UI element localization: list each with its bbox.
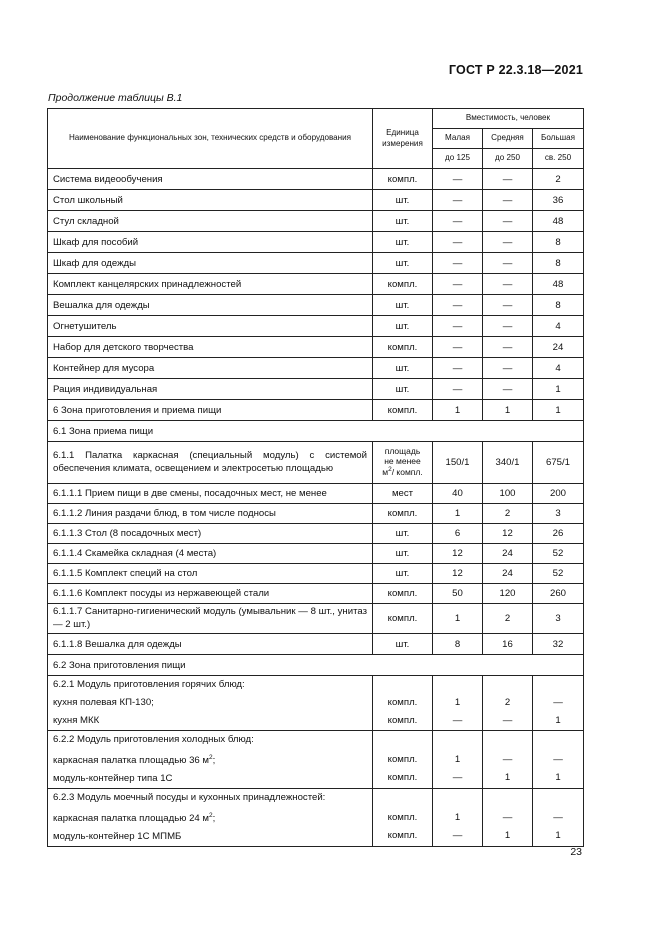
row-small: 50 bbox=[433, 584, 483, 604]
table-row bbox=[48, 232, 584, 253]
row-small: 1 bbox=[433, 504, 483, 524]
header-small: Малая bbox=[433, 129, 483, 149]
row-small: — bbox=[433, 232, 483, 253]
row-large: 48 bbox=[533, 211, 584, 232]
row-unit: шт. bbox=[373, 190, 433, 211]
header-medium-range: до 250 bbox=[483, 149, 533, 169]
row-large: 3 bbox=[533, 604, 584, 634]
row-large: 26 bbox=[533, 524, 584, 544]
row-small: 1 bbox=[433, 400, 483, 421]
zone-heading-row bbox=[48, 421, 584, 442]
row-small: — bbox=[433, 337, 483, 358]
table-row bbox=[48, 484, 584, 504]
row-name: 6.1.1.5 Комплект специй на стол bbox=[48, 564, 373, 584]
cold-module-row bbox=[48, 731, 584, 789]
hot-module-units: компл. компл. bbox=[373, 676, 433, 731]
row-medium: — bbox=[483, 211, 533, 232]
row-small: 40 bbox=[433, 484, 483, 504]
row-name: Набор для детского творчества bbox=[48, 337, 373, 358]
row-small: 12 bbox=[433, 564, 483, 584]
table-row bbox=[48, 584, 584, 604]
row-unit: шт. bbox=[373, 564, 433, 584]
row-small: 6 bbox=[433, 524, 483, 544]
row-medium: — bbox=[483, 358, 533, 379]
table-row bbox=[48, 337, 584, 358]
row-small: 8 bbox=[433, 634, 483, 655]
wash-module-small: 1 — bbox=[433, 789, 483, 847]
row-large: 24 bbox=[533, 337, 584, 358]
row-medium: — bbox=[483, 337, 533, 358]
row-medium: — bbox=[483, 379, 533, 400]
row-small: — bbox=[433, 316, 483, 337]
table-row bbox=[48, 379, 584, 400]
row-small: — bbox=[433, 274, 483, 295]
table-row bbox=[48, 169, 584, 190]
table-row bbox=[48, 504, 584, 524]
cold-module-units: компл. компл. bbox=[373, 731, 433, 789]
row-unit: мест bbox=[373, 484, 433, 504]
wash-module-medium: — 1 bbox=[483, 789, 533, 847]
row-unit: компл. bbox=[373, 604, 433, 634]
table-row bbox=[48, 358, 584, 379]
row-unit: компл. bbox=[373, 504, 433, 524]
header-unit: Единица измерения bbox=[373, 109, 433, 169]
row-unit: шт. bbox=[373, 316, 433, 337]
table-row bbox=[48, 316, 584, 337]
row-large: 200 bbox=[533, 484, 584, 504]
table-row bbox=[48, 295, 584, 316]
row-small: 12 bbox=[433, 544, 483, 564]
header-large-range: св. 250 bbox=[533, 149, 584, 169]
table-row bbox=[48, 564, 584, 584]
wash-module-names: 6.2.3 Модуль моечный посуды и кухонных принадлежностей: каркасная палатка площадью 24 $м^2$; модуль-контейнер 1С МПМБ bbox=[48, 789, 373, 847]
zone-row bbox=[48, 400, 584, 421]
row-name: 6.1.1.1 Прием пищи в две смены, посадочных мест, не менее bbox=[48, 484, 373, 504]
row-name: Рация индивидуальная bbox=[48, 379, 373, 400]
row-unit: компл. bbox=[373, 274, 433, 295]
row-unit: компл. bbox=[373, 337, 433, 358]
row-name: 6.1.1.6 Комплект посуды из нержавеющей стали bbox=[48, 584, 373, 604]
row-small: — bbox=[433, 295, 483, 316]
tent-row bbox=[48, 442, 584, 484]
header-large: Большая bbox=[533, 129, 584, 149]
row-small: 1 bbox=[433, 604, 483, 634]
row-medium: — bbox=[483, 253, 533, 274]
cold-module-names: 6.2.2 Модуль приготовления холодных блюд: каркасная палатка площадью 36 $м^2$; модуль-контейнер типа 1С bbox=[48, 731, 373, 789]
wash-module-units: компл. компл. bbox=[373, 789, 433, 847]
row-name: 6.1.1.8 Вешалка для одежды bbox=[48, 634, 373, 655]
row-large: 4 bbox=[533, 316, 584, 337]
row-name: Система видеообучения bbox=[48, 169, 373, 190]
sanitary-row bbox=[48, 604, 584, 634]
hot-module-large: — 1 bbox=[533, 676, 584, 731]
zone-6-1-heading: 6.1 Зона приема пищи bbox=[48, 421, 584, 442]
row-small: — bbox=[433, 211, 483, 232]
row-large: 1 bbox=[533, 379, 584, 400]
row-large: 36 bbox=[533, 190, 584, 211]
row-large: 32 bbox=[533, 634, 584, 655]
row-name: Вешалка для одежды bbox=[48, 295, 373, 316]
row-large: 4 bbox=[533, 358, 584, 379]
row-small: — bbox=[433, 379, 483, 400]
row-medium: 120 bbox=[483, 584, 533, 604]
hot-module-names: 6.2.1 Модуль приготовления горячих блюд: кухня полевая КП-130; кухня МКК bbox=[48, 676, 373, 731]
hot-module-medium: 2 — bbox=[483, 676, 533, 731]
row-name: Шкаф для пособий bbox=[48, 232, 373, 253]
row-medium: 24 bbox=[483, 564, 533, 584]
row-name: Стол школьный bbox=[48, 190, 373, 211]
row-medium: 16 bbox=[483, 634, 533, 655]
row-unit: шт. bbox=[373, 634, 433, 655]
row-unit: шт. bbox=[373, 253, 433, 274]
equipment-table bbox=[47, 108, 584, 847]
row-small: — bbox=[433, 358, 483, 379]
row-name: 6 Зона приготовления и приема пищи bbox=[48, 400, 373, 421]
row-large: 1 bbox=[533, 400, 584, 421]
row-unit: компл. bbox=[373, 400, 433, 421]
row-large: 3 bbox=[533, 504, 584, 524]
tent-small: 150/1 bbox=[433, 442, 483, 484]
row-name: 6.1.1.3 Стол (8 посадочных мест) bbox=[48, 524, 373, 544]
row-large: 8 bbox=[533, 232, 584, 253]
table-row bbox=[48, 524, 584, 544]
header-capacity: Вместимость, человек bbox=[433, 109, 584, 129]
row-medium: 2 bbox=[483, 504, 533, 524]
row-name: 6.1.1.7 Санитарно-гигиенический модуль (умывальник — 8 шт., унитаз — 2 шт.) bbox=[48, 604, 373, 634]
tent-large: 675/1 bbox=[533, 442, 584, 484]
zone-heading-row bbox=[48, 655, 584, 676]
cold-module-medium: — 1 bbox=[483, 731, 533, 789]
row-name: Огнетушитель bbox=[48, 316, 373, 337]
row-unit: шт. bbox=[373, 544, 433, 564]
row-name: Стул складной bbox=[48, 211, 373, 232]
cold-module-small: 1 — bbox=[433, 731, 483, 789]
wash-module-large: — 1 bbox=[533, 789, 584, 847]
row-small: — bbox=[433, 169, 483, 190]
page-number: 23 bbox=[570, 846, 582, 858]
table-row bbox=[48, 190, 584, 211]
zone-6-2-heading: 6.2 Зона приготовления пищи bbox=[48, 655, 584, 676]
row-medium: 100 bbox=[483, 484, 533, 504]
row-medium: 2 bbox=[483, 604, 533, 634]
row-large: 8 bbox=[533, 295, 584, 316]
row-large: 2 bbox=[533, 169, 584, 190]
tent-unit: площадь не менее $м^2/$ компл. bbox=[373, 442, 433, 484]
row-medium: — bbox=[483, 232, 533, 253]
cold-module-large: — 1 bbox=[533, 731, 584, 789]
table-caption: Продолжение таблицы В.1 bbox=[48, 92, 183, 104]
row-large: 52 bbox=[533, 544, 584, 564]
table-row bbox=[48, 211, 584, 232]
row-large: 260 bbox=[533, 584, 584, 604]
row-name: 6.1.1.4 Скамейка складная (4 места) bbox=[48, 544, 373, 564]
table-row bbox=[48, 274, 584, 295]
document-code: ГОСТ Р 22.3.18—2021 bbox=[448, 63, 583, 77]
hot-module-row bbox=[48, 676, 584, 731]
row-name: Шкаф для одежды bbox=[48, 253, 373, 274]
header-medium: Средняя bbox=[483, 129, 533, 149]
row-medium: 1 bbox=[483, 400, 533, 421]
table-row bbox=[48, 253, 584, 274]
row-small: — bbox=[433, 253, 483, 274]
row-name: Контейнер для мусора bbox=[48, 358, 373, 379]
row-medium: — bbox=[483, 295, 533, 316]
row-unit: шт. bbox=[373, 524, 433, 544]
table-row bbox=[48, 544, 584, 564]
row-unit: шт. bbox=[373, 232, 433, 253]
header-name: Наименование функциональных зон, технических средств и оборудования bbox=[48, 109, 373, 169]
row-medium: — bbox=[483, 274, 533, 295]
row-medium: — bbox=[483, 169, 533, 190]
row-unit: шт. bbox=[373, 358, 433, 379]
row-medium: — bbox=[483, 316, 533, 337]
row-large: 48 bbox=[533, 274, 584, 295]
row-large: 52 bbox=[533, 564, 584, 584]
table-row bbox=[48, 634, 584, 655]
row-unit: шт. bbox=[373, 379, 433, 400]
row-large: 8 bbox=[533, 253, 584, 274]
row-name: Комплект канцелярских принадлежностей bbox=[48, 274, 373, 295]
tent-name: 6.1.1 Палатка каркасная (специальный модуль) с системой обеспечения климата, освещением и электросетью площадью bbox=[48, 442, 373, 484]
row-unit: шт. bbox=[373, 295, 433, 316]
tent-medium: 340/1 bbox=[483, 442, 533, 484]
row-medium: 12 bbox=[483, 524, 533, 544]
wash-module-row bbox=[48, 789, 584, 847]
row-unit: шт. bbox=[373, 211, 433, 232]
row-unit: компл. bbox=[373, 584, 433, 604]
hot-module-small: 1 — bbox=[433, 676, 483, 731]
row-name: 6.1.1.2 Линия раздачи блюд, в том числе подносы bbox=[48, 504, 373, 524]
row-small: — bbox=[433, 190, 483, 211]
row-unit: компл. bbox=[373, 169, 433, 190]
header-small-range: до 125 bbox=[433, 149, 483, 169]
row-medium: 24 bbox=[483, 544, 533, 564]
row-medium: — bbox=[483, 190, 533, 211]
